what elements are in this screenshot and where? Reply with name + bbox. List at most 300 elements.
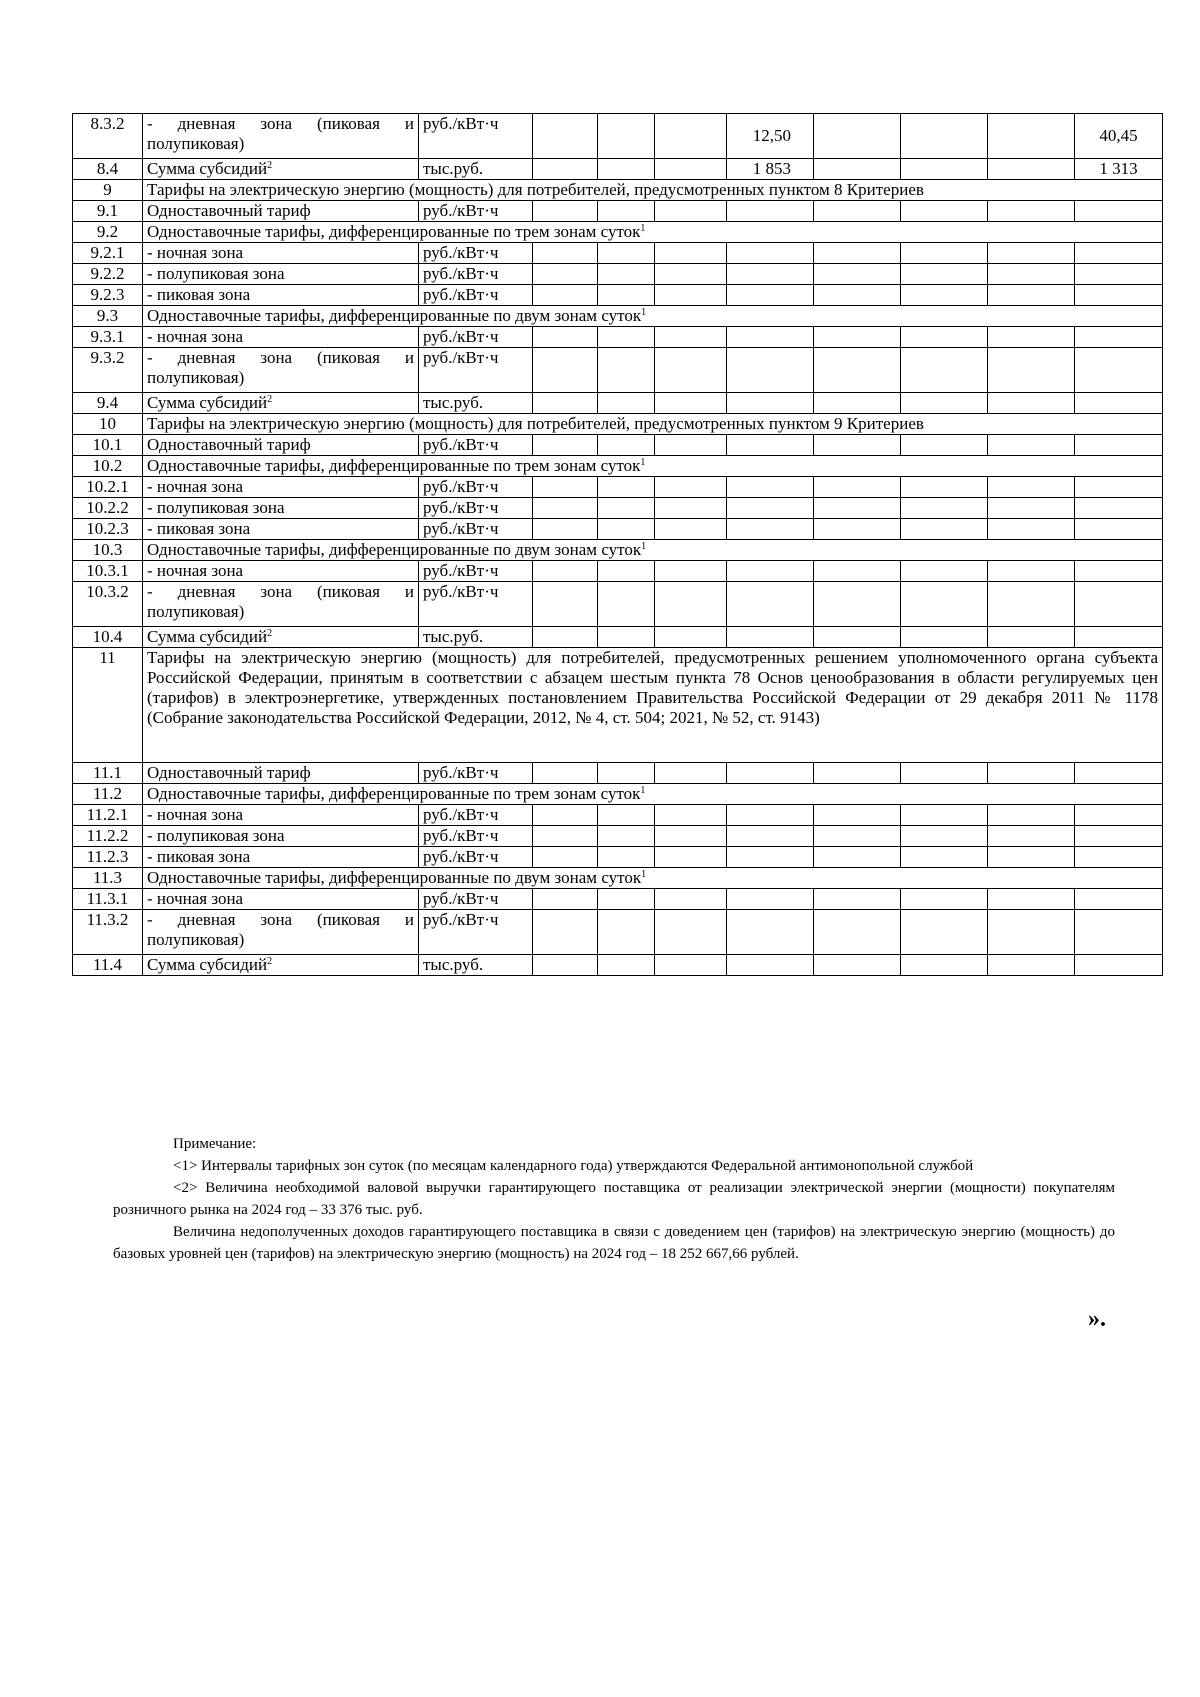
subsection-title-cell [143, 868, 1163, 889]
row-unit: тыс.руб. [419, 955, 533, 976]
value-cell [988, 327, 1075, 348]
value-cell [901, 285, 988, 306]
row-unit: руб./кВт·ч [419, 805, 533, 826]
row-name: - дневная зона (пиковая и полупиковая) [143, 582, 419, 627]
value-cell [533, 910, 598, 955]
value-cell [727, 285, 814, 306]
value-cell [814, 393, 901, 414]
value-cell [1075, 847, 1163, 868]
value-cell [1075, 498, 1163, 519]
value-cell [655, 763, 727, 784]
value-cell [533, 763, 598, 784]
value-cell [655, 201, 727, 222]
table-row [73, 561, 1163, 582]
value-cell [814, 159, 901, 180]
row-unit: тыс.руб. [419, 393, 533, 414]
footnote-ref: 2 [267, 628, 273, 639]
value-cell [988, 805, 1075, 826]
subsection-title-cell [143, 222, 1163, 243]
value-cell [814, 847, 901, 868]
row-unit: руб./кВт·ч [419, 285, 533, 306]
row-unit: руб./кВт·ч [419, 763, 533, 784]
subsection-row [73, 868, 1163, 889]
value-cell [988, 826, 1075, 847]
row-number: 9.1 [73, 201, 143, 222]
value-cell [988, 498, 1075, 519]
value-cell [814, 561, 901, 582]
value-cell [727, 627, 814, 648]
value-cell [901, 889, 988, 910]
value-cell [988, 393, 1075, 414]
row-number: 10.2.1 [73, 477, 143, 498]
row-number: 11.3.1 [73, 889, 143, 910]
row-number: 11.2.1 [73, 805, 143, 826]
table-row [73, 159, 1163, 180]
value-cell [901, 498, 988, 519]
value-cell [901, 910, 988, 955]
row-name: Одноставочный тариф [143, 763, 419, 784]
value-cell [814, 627, 901, 648]
table-row [73, 763, 1163, 784]
value-cell [533, 561, 598, 582]
row-unit: руб./кВт·ч [419, 910, 533, 955]
table-row [73, 393, 1163, 414]
value-cell [901, 243, 988, 264]
row-unit: руб./кВт·ч [419, 519, 533, 540]
value-cell [727, 763, 814, 784]
row-number: 10.4 [73, 627, 143, 648]
row-name: - пиковая зона [143, 847, 419, 868]
value-cell [727, 519, 814, 540]
value-cell [901, 348, 988, 393]
value-cell [533, 889, 598, 910]
subsection-title: Одноставочные тарифы, дифференцированные по двум зонам суток [147, 868, 642, 887]
row-unit: тыс.руб. [419, 627, 533, 648]
row-number: 9 [73, 180, 143, 201]
table-row [73, 627, 1163, 648]
value-cell: 40,45 [1075, 114, 1163, 159]
row-name-cell [143, 393, 419, 414]
subsection-title: Одноставочные тарифы, дифференцированные по трем зонам суток [147, 456, 641, 475]
value-cell [988, 264, 1075, 285]
value-cell [533, 393, 598, 414]
value-cell [533, 159, 598, 180]
row-name: Одноставочный тариф [143, 435, 419, 456]
row-number: 11.3 [73, 868, 143, 889]
row-number: 9.2.1 [73, 243, 143, 264]
value-cell [598, 763, 655, 784]
table-row [73, 243, 1163, 264]
value-cell [814, 201, 901, 222]
value-cell [901, 627, 988, 648]
value-cell [901, 264, 988, 285]
value-cell [1075, 264, 1163, 285]
value-cell [655, 264, 727, 285]
table-row [73, 889, 1163, 910]
value-cell [901, 955, 988, 976]
value-cell [655, 114, 727, 159]
value-cell [727, 348, 814, 393]
row-number: 9.2 [73, 222, 143, 243]
value-cell [814, 348, 901, 393]
row-name: Одноставочный тариф [143, 201, 419, 222]
value-cell [901, 159, 988, 180]
value-cell [533, 847, 598, 868]
value-cell [598, 435, 655, 456]
subsection-title: Одноставочные тарифы, дифференцированные по двум зонам суток [147, 306, 642, 325]
row-number: 11.4 [73, 955, 143, 976]
value-cell [1075, 910, 1163, 955]
footnote-ref: 1 [641, 869, 647, 880]
value-cell [1075, 243, 1163, 264]
value-cell [1075, 327, 1163, 348]
value-cell [814, 498, 901, 519]
closing-quote-mark: ». [1088, 1306, 1106, 1332]
row-name: Сумма субсидий [147, 393, 268, 412]
value-cell [814, 435, 901, 456]
value-cell [814, 285, 901, 306]
row-name: - ночная зона [143, 889, 419, 910]
value-cell [598, 243, 655, 264]
value-cell [598, 477, 655, 498]
value-cell [655, 910, 727, 955]
value-cell [901, 114, 988, 159]
value-cell [533, 627, 598, 648]
row-unit: руб./кВт·ч [419, 582, 533, 627]
value-cell: 12,50 [727, 114, 814, 159]
note-1: <1> Интервалы тарифных зон суток (по месяцам календарного года) утверждаются Федеральной антимонопольной службой [173, 1158, 974, 1174]
row-number: 10.2.3 [73, 519, 143, 540]
row-name: - дневная зона (пиковая и полупиковая) [143, 910, 419, 955]
value-cell [533, 435, 598, 456]
value-cell [533, 519, 598, 540]
row-name: - ночная зона [143, 477, 419, 498]
value-cell [655, 847, 727, 868]
row-name: - дневная зона (пиковая и полупиковая) [143, 348, 419, 393]
value-cell [988, 435, 1075, 456]
value-cell [901, 826, 988, 847]
row-number: 10.2.2 [73, 498, 143, 519]
value-cell [988, 477, 1075, 498]
value-cell [814, 826, 901, 847]
value-cell [727, 805, 814, 826]
table-row [73, 327, 1163, 348]
note-3: Величина недополученных доходов гарантирующего поставщика в связи с доведением цен (тарифов) на электрическую энергию (мощность) до базовых уровней цен (тарифов) на электрическую энергию (мощность) на 2024 год – 18 252 667,66 рублей. [113, 1224, 1115, 1262]
row-unit: руб./кВт·ч [419, 327, 533, 348]
value-cell [655, 889, 727, 910]
row-number: 9.2.2 [73, 264, 143, 285]
value-cell [598, 327, 655, 348]
value-cell [1075, 955, 1163, 976]
value-cell [1075, 561, 1163, 582]
value-cell [598, 561, 655, 582]
row-unit: руб./кВт·ч [419, 561, 533, 582]
value-cell [598, 627, 655, 648]
value-cell [727, 435, 814, 456]
row-number: 11.3.2 [73, 910, 143, 955]
value-cell [655, 627, 727, 648]
row-number: 9.2.3 [73, 285, 143, 306]
value-cell [727, 201, 814, 222]
table-row [73, 955, 1163, 976]
note-2: <2> Величина необходимой валовой выручки гарантирующего поставщика от реализации электрической энергии (мощности) покупателям розничного рынка на 2024 год – 33 376 тыс. руб. [113, 1180, 1115, 1218]
value-cell [533, 348, 598, 393]
value-cell [1075, 285, 1163, 306]
table-row [73, 519, 1163, 540]
value-cell [598, 285, 655, 306]
row-name: - полупиковая зона [143, 826, 419, 847]
value-cell [1075, 519, 1163, 540]
footnote-ref: 2 [267, 160, 273, 171]
value-cell [1075, 826, 1163, 847]
row-unit: руб./кВт·ч [419, 201, 533, 222]
row-number: 9.3.2 [73, 348, 143, 393]
table-row [73, 582, 1163, 627]
value-cell [598, 955, 655, 976]
row-unit: руб./кВт·ч [419, 847, 533, 868]
subsection-row [73, 540, 1163, 561]
value-cell [988, 910, 1075, 955]
row-name: - пиковая зона [143, 519, 419, 540]
value-cell [988, 348, 1075, 393]
value-cell [533, 327, 598, 348]
value-cell [655, 805, 727, 826]
value-cell [533, 582, 598, 627]
value-cell [988, 243, 1075, 264]
row-unit: руб./кВт·ч [419, 243, 533, 264]
row-name: Сумма субсидий [147, 159, 268, 178]
value-cell [598, 847, 655, 868]
row-unit: руб./кВт·ч [419, 114, 533, 159]
subsection-title-cell [143, 456, 1163, 477]
subsection-row [73, 456, 1163, 477]
value-cell [655, 435, 727, 456]
table-row [73, 498, 1163, 519]
row-number: 11.2 [73, 784, 143, 805]
value-cell [1075, 582, 1163, 627]
footnote-ref: 2 [267, 956, 273, 967]
row-number: 10.3.2 [73, 582, 143, 627]
footnote-ref: 1 [640, 785, 646, 796]
row-name: Сумма субсидий [147, 955, 268, 974]
value-cell [655, 582, 727, 627]
row-name-cell [143, 627, 419, 648]
value-cell [988, 285, 1075, 306]
notes-section [113, 1133, 1115, 1265]
value-cell [727, 955, 814, 976]
value-cell [533, 264, 598, 285]
row-number: 9.4 [73, 393, 143, 414]
row-name: - полупиковая зона [143, 264, 419, 285]
row-name: - ночная зона [143, 561, 419, 582]
value-cell [655, 285, 727, 306]
value-cell [598, 498, 655, 519]
row-unit: тыс.руб. [419, 159, 533, 180]
value-cell [598, 393, 655, 414]
row-number: 11.1 [73, 763, 143, 784]
footnote-ref: 1 [641, 541, 647, 552]
value-cell [655, 519, 727, 540]
value-cell [988, 519, 1075, 540]
value-cell [655, 826, 727, 847]
value-cell [533, 826, 598, 847]
value-cell [598, 114, 655, 159]
row-unit: руб./кВт·ч [419, 498, 533, 519]
row-unit: руб./кВт·ч [419, 826, 533, 847]
value-cell [533, 955, 598, 976]
value-cell [901, 561, 988, 582]
value-cell [814, 805, 901, 826]
subsection-title: Одноставочные тарифы, дифференцированные по двум зонам суток [147, 540, 642, 559]
table-row [73, 201, 1163, 222]
value-cell [598, 159, 655, 180]
row-name: - дневная зона (пиковая и полупиковая) [143, 114, 419, 159]
value-cell [727, 889, 814, 910]
row-name: - полупиковая зона [143, 498, 419, 519]
value-cell [1075, 763, 1163, 784]
value-cell [727, 327, 814, 348]
value-cell [598, 889, 655, 910]
value-cell [727, 264, 814, 285]
value-cell [814, 264, 901, 285]
table-row [73, 435, 1163, 456]
subsection-title: Одноставочные тарифы, дифференцированные по трем зонам суток [147, 222, 641, 241]
table-row [73, 805, 1163, 826]
row-unit: руб./кВт·ч [419, 889, 533, 910]
value-cell [814, 763, 901, 784]
row-unit: руб./кВт·ч [419, 264, 533, 285]
value-cell [901, 435, 988, 456]
table-row [73, 348, 1163, 393]
subsection-title-cell [143, 306, 1163, 327]
value-cell [533, 243, 598, 264]
value-cell [1075, 393, 1163, 414]
row-number: 9.3.1 [73, 327, 143, 348]
value-cell [533, 201, 598, 222]
value-cell [1075, 201, 1163, 222]
subsection-title-cell [143, 540, 1163, 561]
footnote-ref: 2 [267, 394, 273, 405]
row-number: 10.1 [73, 435, 143, 456]
value-cell [901, 327, 988, 348]
value-cell [988, 627, 1075, 648]
subsection-title: Одноставочные тарифы, дифференцированные по трем зонам суток [147, 784, 641, 803]
value-cell [988, 582, 1075, 627]
value-cell [533, 498, 598, 519]
value-cell [533, 805, 598, 826]
section-row [73, 414, 1163, 435]
row-number: 11 [73, 648, 143, 763]
value-cell [655, 498, 727, 519]
value-cell [655, 393, 727, 414]
value-cell [901, 519, 988, 540]
value-cell [988, 201, 1075, 222]
value-cell [727, 910, 814, 955]
value-cell [727, 393, 814, 414]
row-number: 10.3 [73, 540, 143, 561]
footnote-ref: 1 [640, 457, 646, 468]
value-cell [988, 114, 1075, 159]
value-cell [1075, 889, 1163, 910]
value-cell [598, 348, 655, 393]
value-cell: 1 853 [727, 159, 814, 180]
footnote-ref: 1 [640, 223, 646, 234]
row-number: 11.2.2 [73, 826, 143, 847]
value-cell [814, 243, 901, 264]
value-cell [1075, 627, 1163, 648]
section-row [73, 648, 1163, 763]
value-cell [1075, 435, 1163, 456]
value-cell [655, 477, 727, 498]
value-cell [727, 498, 814, 519]
value-cell [655, 561, 727, 582]
subsection-row [73, 222, 1163, 243]
subsection-row [73, 784, 1163, 805]
value-cell [598, 519, 655, 540]
value-cell [598, 264, 655, 285]
value-cell [727, 561, 814, 582]
section-title: Тарифы на электрическую энергию (мощность) для потребителей, предусмотренных пунктом 8 Критериев [143, 180, 1163, 201]
value-cell [988, 847, 1075, 868]
table-row [73, 264, 1163, 285]
value-cell [814, 910, 901, 955]
value-cell [655, 327, 727, 348]
row-unit: руб./кВт·ч [419, 348, 533, 393]
section-row [73, 180, 1163, 201]
section-title: Тарифы на электрическую энергию (мощность) для потребителей, предусмотренных решением уполномоченного органа субъекта Российской Федерации, принятым в соответствии с абзацем шестым пункта 78 Основ ценообразования в области регулируемых цен (тарифов) в электроэнергетике, утвержденных постановлением Правительства Российской Федерации от 29 декабря 2011 № 1178 (Собрание законодательства Российской Федерации, 2012, № 4, ст. 504; 2021, № 52, ст. 9143) [143, 648, 1163, 763]
value-cell [598, 582, 655, 627]
value-cell [901, 201, 988, 222]
value-cell [814, 889, 901, 910]
value-cell [727, 826, 814, 847]
row-number: 9.3 [73, 306, 143, 327]
value-cell [814, 955, 901, 976]
footnote-ref: 1 [641, 307, 647, 318]
row-number: 8.4 [73, 159, 143, 180]
value-cell [988, 955, 1075, 976]
value-cell [598, 805, 655, 826]
row-number: 10 [73, 414, 143, 435]
value-cell [814, 477, 901, 498]
table-row [73, 477, 1163, 498]
row-name: - ночная зона [143, 243, 419, 264]
value-cell [533, 285, 598, 306]
value-cell: 1 313 [1075, 159, 1163, 180]
section-title: Тарифы на электрическую энергию (мощность) для потребителей, предусмотренных пунктом 9 Критериев [143, 414, 1163, 435]
value-cell [533, 114, 598, 159]
value-cell [598, 201, 655, 222]
row-name: - ночная зона [143, 805, 419, 826]
row-unit: руб./кВт·ч [419, 477, 533, 498]
value-cell [901, 477, 988, 498]
tariff-table [72, 113, 1163, 976]
value-cell [655, 955, 727, 976]
value-cell [814, 519, 901, 540]
row-name: - ночная зона [143, 327, 419, 348]
value-cell [727, 847, 814, 868]
value-cell [655, 159, 727, 180]
value-cell [814, 582, 901, 627]
value-cell [988, 889, 1075, 910]
notes-title: Примечание: [173, 1136, 257, 1152]
row-number: 10.2 [73, 456, 143, 477]
row-number: 11.2.3 [73, 847, 143, 868]
value-cell [1075, 348, 1163, 393]
value-cell [1075, 477, 1163, 498]
row-number: 8.3.2 [73, 114, 143, 159]
value-cell [901, 805, 988, 826]
value-cell [655, 348, 727, 393]
